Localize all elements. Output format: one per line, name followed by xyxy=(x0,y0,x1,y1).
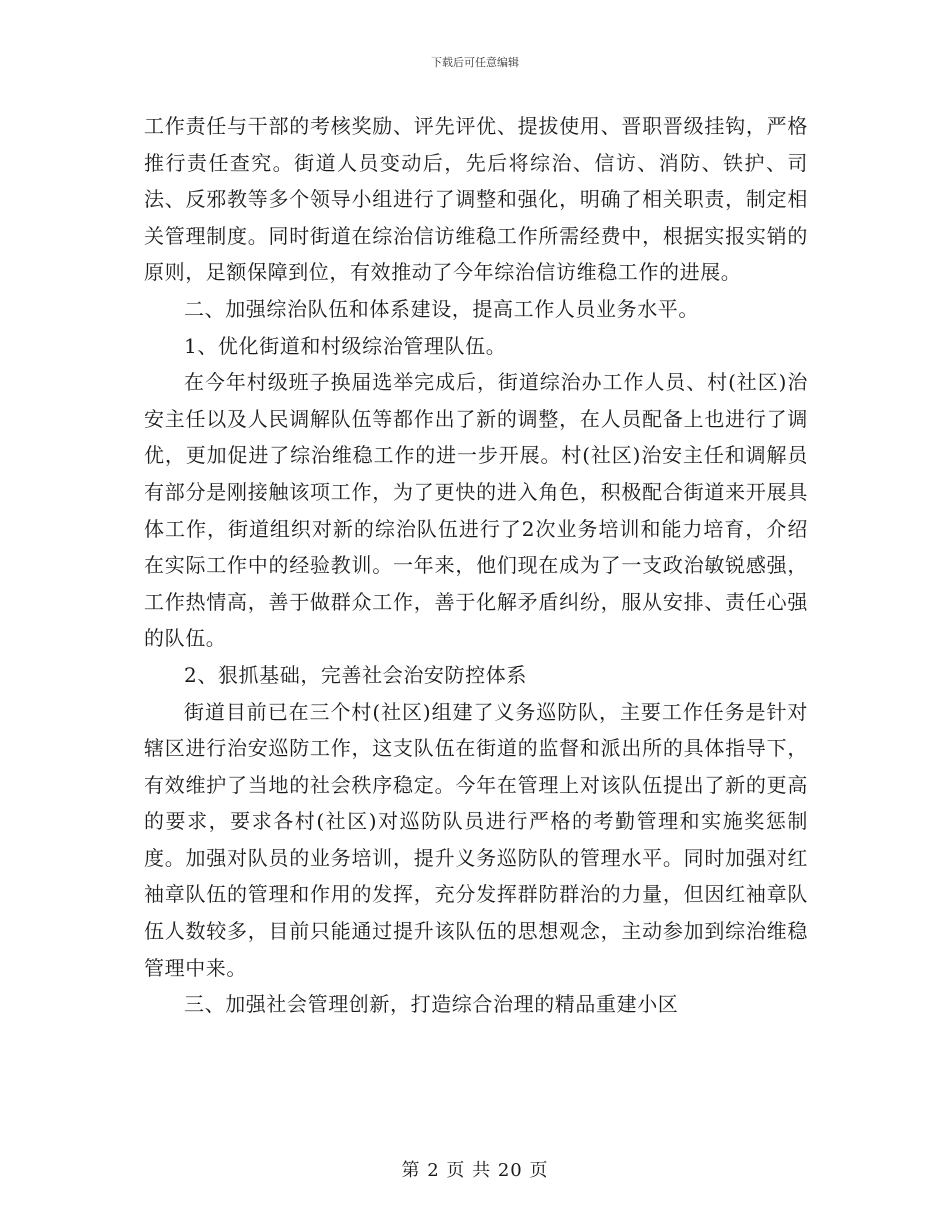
page-header: 下载后可任意编辑 xyxy=(431,56,519,69)
section-heading-2: 二、加强综治队伍和体系建设，提高工作人员业务水平。 xyxy=(184,296,699,321)
document-body xyxy=(144,108,808,1023)
section-heading-3: 三、加强社会管理创新，打造综合治理的精品重建小区 xyxy=(184,992,679,1017)
paragraph-team-optimization: 在今年村级班子换届选举完成后，街道综治办工作人员、村(社区)治安主任以及人民调解队伍等都作出了新的调整，在人员配备上也进行了调优，更加促进了综治维稳工作的进一步开展。村(社区)治安主任和调解员有部分是刚接触该项工作，为了更快的进入角色，积极配合街道来开展具体工作，街道组织对新的综治队伍进行了2次业务培训和能力培育，介绍在实际工作中的经验教训。一年来，他们现在成为了一支政治敏锐感强，工作热情高，善于做群众工作，善于化解矛盾纠纷，服从安排、责任心强的队伍。 xyxy=(144,370,808,651)
subsection-heading-2: 2、狠抓基础，完善社会治安防控体系 xyxy=(184,662,527,687)
subsection-heading-1: 1、优化街道和村级综治管理队伍。 xyxy=(184,333,507,358)
paragraph-patrol-team: 街道目前已在三个村(社区)组建了义务巡防队，主要工作任务是针对辖区进行治安巡防工作，这支队伍在街道的监督和派出所的具体指导下，有效维护了当地的社会秩序稳定。今年在管理上对该队伍提出了新的更高的要求，要求各村(社区)对巡防队员进行严格的考勤管理和实施奖惩制度。加强对队员的业务培训，提升义务巡防队的管理水平。同时加强对红袖章队伍的管理和作用的发挥，充分发挥群防群治的力量，但因红袖章队伍人数较多，目前只能通过提升该队伍的思想观念，主动参加到综治维稳管理中来。 xyxy=(144,699,808,980)
page-number-footer: 第 2 页 共 20 页 xyxy=(401,1160,549,1181)
paragraph-continuation: 工作责任与干部的考核奖励、评先评优、提拔使用、晋职晋级挂钩，严格推行责任查究。街道人员变动后，先后将综治、信访、消防、铁护、司法、反邪教等多个领导小组进行了调整和强化，明确了相关职责，制定相关管理制度。同时街道在综治信访维稳工作所需经费中，根据实报实销的原则，足额保障到位，有效推动了今年综治信访维稳工作的进展。 xyxy=(144,114,808,285)
